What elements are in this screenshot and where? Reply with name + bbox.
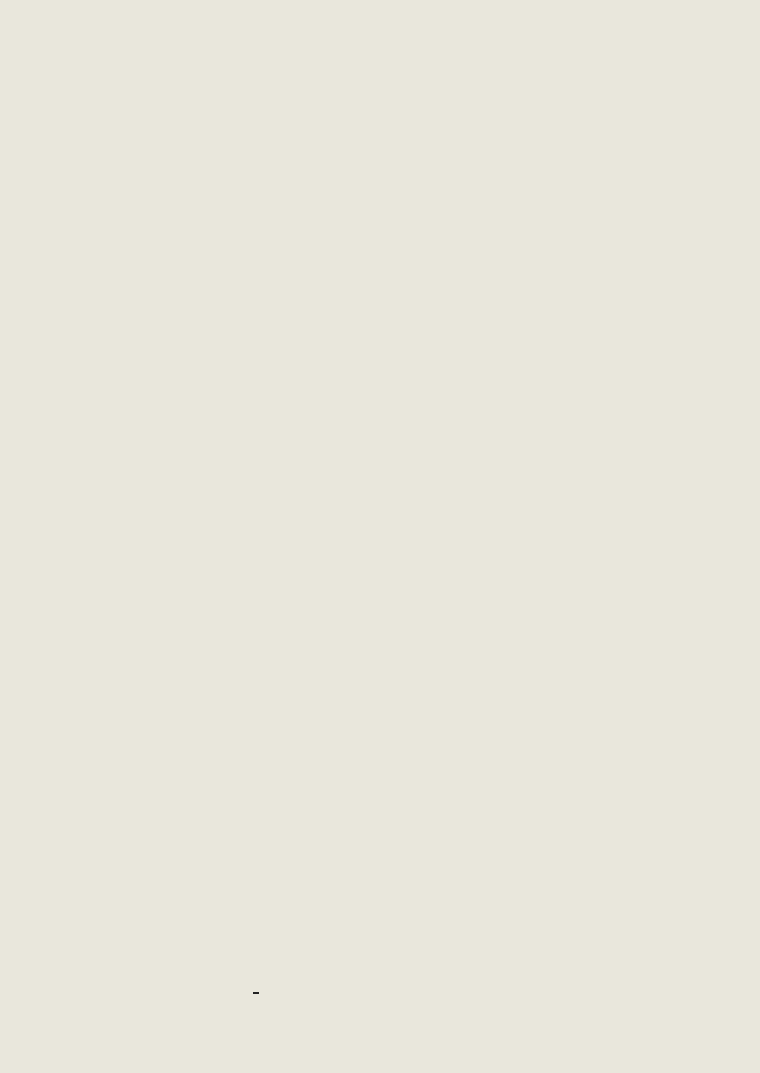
drawing-stamp (253, 992, 259, 994)
